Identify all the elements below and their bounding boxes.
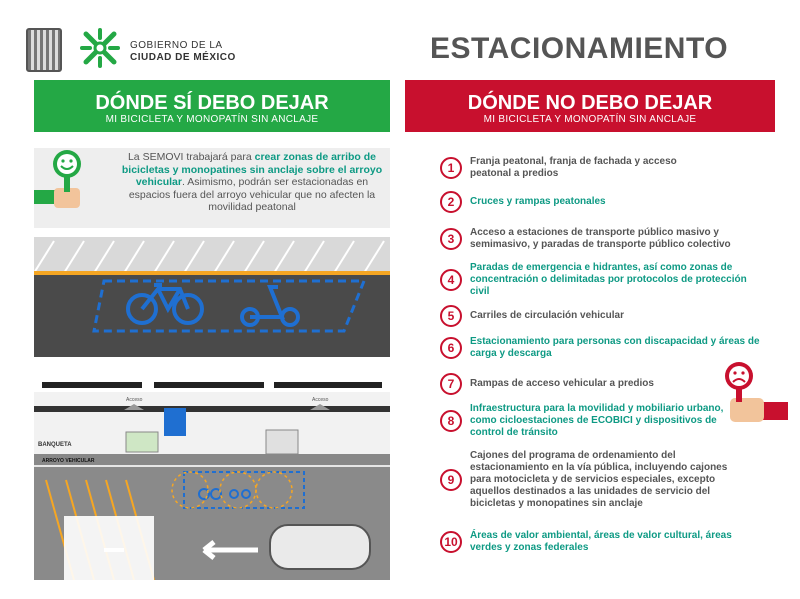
header: [0, 0, 800, 80]
page-title: ESTACIONAMIENTO: [430, 32, 729, 65]
list-item: [440, 305, 700, 327]
item-number: 10: [440, 531, 462, 553]
list-item: [440, 530, 740, 554]
item-number: 6: [440, 337, 462, 359]
list-item: [440, 156, 700, 180]
item-text: Áreas de valor ambiental, áreas de valor cultural, áreas verdes y zonas federales: [470, 530, 732, 553]
item-number: 1: [440, 157, 462, 179]
list-item: [440, 191, 700, 213]
cdmx-logo-icon: [78, 26, 122, 70]
item-text: Acceso a estaciones de transporte público masivo y semimasivo, y paradas de transporte público colectivo: [470, 227, 731, 250]
item-number: 2: [440, 191, 462, 213]
cdmx-crest-icon: [26, 28, 62, 72]
item-number: 5: [440, 305, 462, 327]
info-part1: La SEMOVI trabajará para: [127, 151, 255, 163]
item-text: Franja peatonal, franja de fachada y acceso peatonal a predios: [470, 156, 677, 179]
forbidden-banner: [405, 80, 775, 132]
info-box: [34, 148, 390, 228]
acceso-right-label: Acceso: [312, 397, 329, 403]
list-item: [440, 403, 730, 439]
info-highlight: crear zonas de arribo de bicicletas y monopatines sin anclaje sobre el arroyo vehicular: [121, 151, 383, 188]
allowed-title: DÓNDE SÍ DEBO DEJAR: [95, 92, 329, 114]
gov-line2: CIUDAD DE MÉXICO: [130, 52, 236, 63]
happy-sign-icon: [34, 148, 114, 228]
item-text: Paradas de emergencia e hidrantes, así como zonas de concentración o delimitadas por protocolos de protección civil: [470, 262, 747, 297]
gov-line1: GOBIERNO DE LA: [130, 40, 223, 51]
list-item: [440, 336, 770, 360]
banqueta-label: BANQUETA: [38, 442, 72, 448]
item-number: 9: [440, 469, 462, 491]
item-text: Carriles de circulación vehicular: [470, 310, 624, 321]
list-item: [440, 450, 740, 510]
forbidden-subtitle: MI BICICLETA Y MONOPATÍN SIN ANCLAJE: [483, 114, 697, 125]
item-text: Rampas de acceso vehicular a predios: [470, 378, 654, 389]
item-text: Estacionamiento para personas con discapacidad y áreas de carga y descarga: [470, 336, 760, 359]
list-item: [440, 227, 770, 251]
list-item: [440, 373, 690, 395]
allowed-banner: [34, 80, 390, 132]
item-number: 8: [440, 410, 462, 432]
item-text: Infraestructura para la movilidad y mobiliario urbano, como cicloestaciones de ECOBICI y dispositivos de control de tránsito: [470, 403, 724, 438]
parking-zone-illustration: [34, 237, 390, 357]
item-number: 4: [440, 269, 462, 291]
list-item: [440, 262, 760, 298]
allowed-subtitle: MI BICICLETA Y MONOPATÍN SIN ANCLAJE: [105, 114, 319, 125]
forbidden-title: DÓNDE NO DEBO DEJAR: [467, 92, 713, 114]
item-text: Cajones del programa de ordenamiento del estacionamiento en la vía pública, incluyendo cajones para motocicleta y de servicios especiales, excepto aquellos destinados a las unidades de servicio del bicicletas y monopatines sin anclaje: [470, 450, 728, 509]
government-name: [130, 40, 236, 64]
item-text: Cruces y rampas peatonales: [470, 196, 606, 207]
street-plan: [34, 380, 390, 580]
arroyo-label: ARROYO VEHICULAR: [42, 458, 95, 464]
info-text: [114, 151, 390, 214]
item-number: 7: [440, 373, 462, 395]
sad-sign-icon: [708, 360, 788, 440]
item-number: 3: [440, 228, 462, 250]
acceso-left-label: Acceso: [126, 397, 143, 403]
info-part2: . Asimismo, podrán ser estacionadas en espacios fuera del arroyo vehicular que no afecten la movilidad peatonal: [128, 176, 376, 213]
street-plan-drawing: [34, 380, 390, 580]
